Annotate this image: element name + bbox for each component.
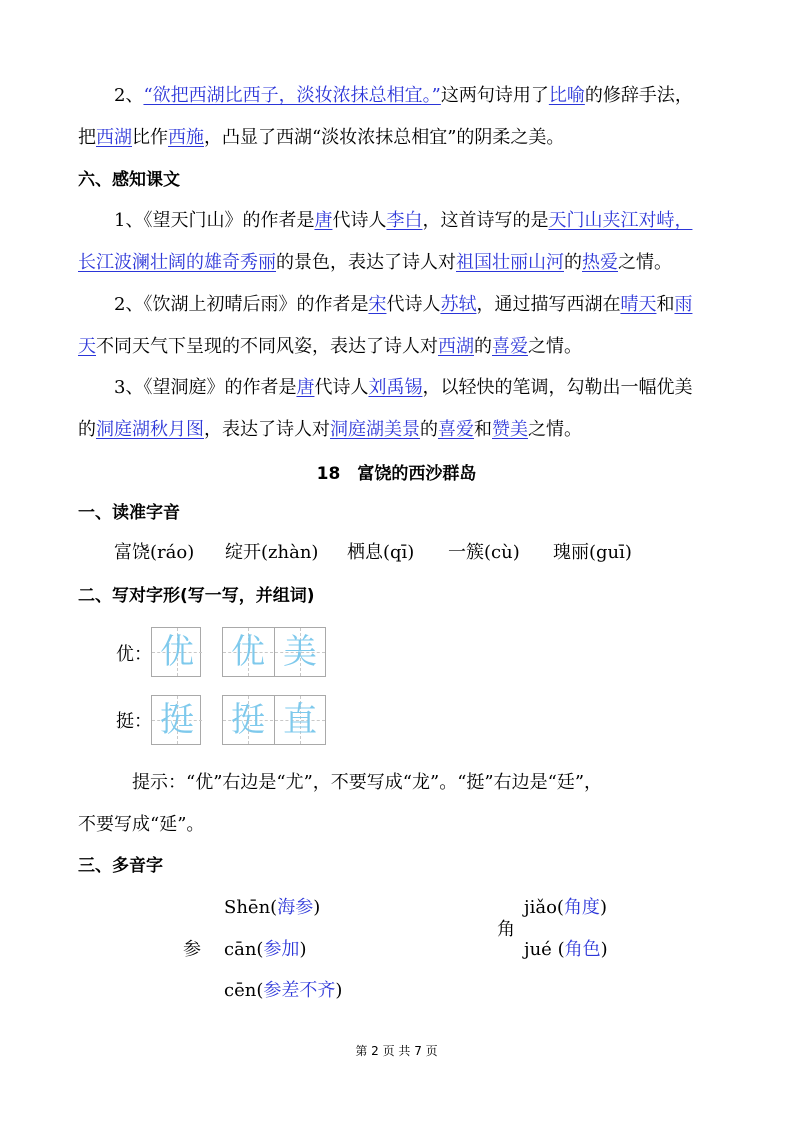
text: 的 (564, 252, 582, 273)
poly-char: 角 (497, 919, 515, 940)
pinyin-item: 一簇(cù) (448, 542, 520, 563)
answer-blank: 洞庭湖美景 (330, 419, 420, 440)
grid-char: 直 (283, 700, 317, 740)
text: 代诗人 (314, 377, 369, 398)
answer-blank: 西湖 (438, 336, 474, 357)
text: 的景色，表达了诗人对 (276, 252, 456, 273)
text: ，凸显了西湖“淡妆浓抹总相宜”的阴柔之美。 (204, 127, 565, 148)
answer-word: 角度 (563, 897, 600, 918)
pinyin: Shēn (224, 897, 271, 918)
text: 1、《望天门山》的作者是 (114, 210, 315, 231)
answer-blank: 西施 (168, 127, 204, 148)
grid-char: 优 (231, 632, 265, 672)
tip-line2: 不要写成“延”。 (78, 814, 205, 835)
text: 把 (78, 127, 96, 148)
answer-blank: 祖国壮丽山河 (456, 252, 564, 273)
section-heading: 六、感知课文 (78, 170, 180, 190)
text: 代诗人 (332, 210, 387, 231)
text: 3、《望洞庭》的作者是 (114, 377, 297, 398)
sec6-item1-line2 (78, 251, 718, 275)
lesson-title: 18 富饶的西沙群岛 (316, 464, 477, 484)
text: ，以轻快的笔调，勾勒出一幅优美 (422, 377, 693, 398)
text: 2、《饮湖上初晴后雨》的作者是 (114, 294, 369, 315)
answer-word: 参差不齐 (263, 980, 336, 1001)
answer-blank: 比喻 (548, 85, 585, 106)
answer-blank: 赞美 (492, 419, 528, 440)
answer-blank: 西湖 (96, 127, 132, 148)
sec5-item2-line1 (114, 84, 718, 108)
section-heading: 三、多音字 (78, 856, 163, 876)
answer-blank: 晴天 (620, 294, 657, 315)
text: 的 (474, 336, 492, 357)
text: 比作 (132, 127, 168, 148)
grid-char: 挺 (160, 700, 194, 740)
poly-reading: cēn(参差不齐) (224, 980, 343, 1001)
answer-blank: 苏轼 (440, 294, 477, 315)
writing-grid (151, 627, 201, 677)
answer-blank: 宋 (368, 294, 387, 315)
pinyin: cān (224, 939, 257, 960)
text: 的修辞手法， (584, 85, 693, 106)
text: 和 (656, 294, 675, 315)
text: 之情。 (528, 419, 582, 440)
sec6-item1-line1 (114, 209, 718, 233)
char-label: 挺： (116, 711, 152, 732)
sec6-item3-line2 (78, 418, 718, 442)
answer-blank: 唐 (296, 377, 315, 398)
poly-reading: cān(参加) (224, 939, 307, 960)
answer-blank: 热爱 (582, 252, 618, 273)
grid-char: 优 (160, 632, 194, 672)
text: ，这首诗写的是 (422, 210, 549, 231)
text: 这两句诗用了 (440, 85, 549, 106)
item-number: 2、 (114, 85, 144, 106)
answer-blank: “欲把西湖比西子，淡妆浓抹总相宜。” (143, 85, 441, 106)
writing-grid-word (222, 627, 326, 677)
text: 不同天气下呈现的不同风姿，表达了诗人对 (96, 336, 438, 357)
answer-blank: 喜爱 (492, 336, 528, 357)
char-label: 优： (116, 644, 152, 665)
text: 的 (420, 419, 438, 440)
poly-reading: jiǎo(角度) (524, 897, 607, 918)
answer-word: 角色 (564, 939, 601, 960)
answer-blank: 长江波澜壮阔的雄奇秀丽 (78, 252, 276, 273)
text: 之情。 (528, 336, 582, 357)
text: ，表达了诗人对 (204, 419, 330, 440)
page-footer: 第 2 页 共 7 页 (355, 1044, 438, 1058)
answer-word: 海参 (277, 897, 314, 918)
grid-char: 美 (283, 632, 317, 672)
answer-blank: 喜爱 (438, 419, 474, 440)
answer-blank: 天 (78, 336, 96, 357)
answer-blank: 李白 (386, 210, 423, 231)
sec5-item2-line2 (78, 126, 718, 150)
text: 和 (474, 419, 492, 440)
answer-blank: 洞庭湖秋月图 (96, 419, 204, 440)
sec6-item3-line1 (114, 376, 718, 400)
answer-blank: 雨 (674, 294, 693, 315)
answer-word: 参加 (263, 939, 300, 960)
answer-blank: 唐 (314, 210, 333, 231)
answer-blank: 刘禹锡 (368, 377, 423, 398)
section-heading: 二、写对字形(写一写，并组词) (78, 586, 315, 606)
poly-char: 参 (183, 939, 201, 960)
pinyin: jiǎo (524, 897, 557, 918)
tip-line1: 提示：“优”右边是“尤”，不要写成“龙”。“挺”右边是“廷”， (132, 772, 603, 793)
sec6-item2-line2 (78, 335, 718, 359)
text: 的 (78, 419, 96, 440)
poly-reading: Shēn(海参) (224, 897, 321, 918)
writing-grid (151, 695, 201, 745)
answer-blank: 天门山夹江对峙， (548, 210, 693, 231)
text: 代诗人 (386, 294, 441, 315)
sec6-item2-line1 (114, 293, 718, 317)
text: 之情。 (618, 252, 672, 273)
grid-char: 挺 (231, 700, 265, 740)
text: ，通过描写西湖在 (476, 294, 621, 315)
pinyin-item: 瑰丽(guī) (553, 542, 632, 563)
pinyin: jué (524, 939, 558, 960)
writing-grid-word (222, 695, 326, 745)
poly-reading: jué (角色) (524, 939, 608, 960)
section-heading: 一、读准字音 (78, 503, 180, 523)
pinyin-item: 富饶(ráo) (114, 542, 195, 563)
pinyin-item: 绽开(zhàn) (225, 542, 319, 563)
pinyin-item: 栖息(qī) (347, 542, 415, 563)
pinyin: cēn (224, 980, 257, 1001)
